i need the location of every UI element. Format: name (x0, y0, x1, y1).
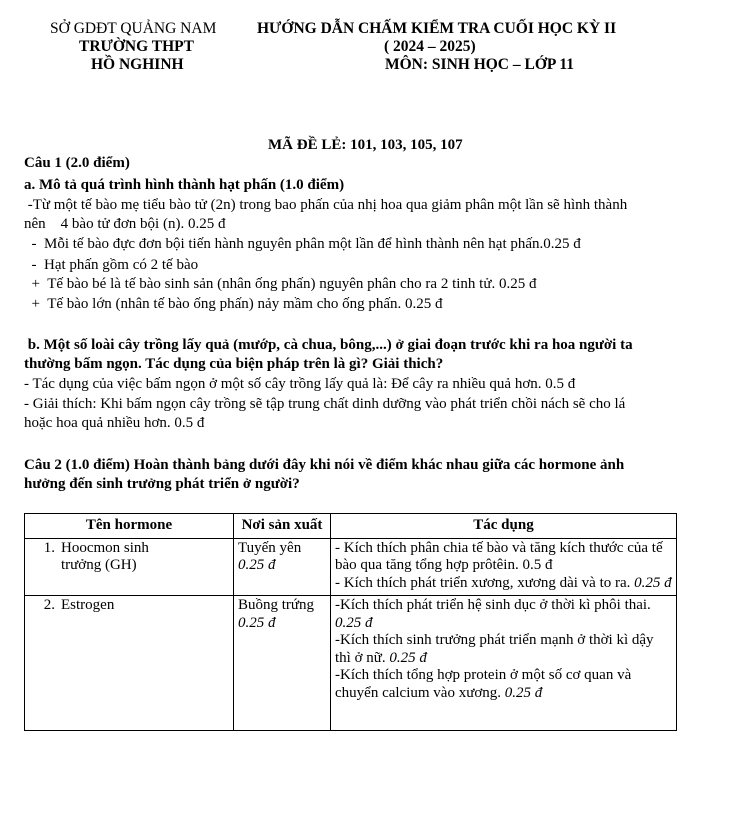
effect-item: - Kích thích phát triển xương, xương dài và to ra. 0.25 đ (335, 574, 672, 591)
effect-item: -Kích thích tổng hợp protein ở một số cơ quan và chuyển calcium vào xương. 0.25 đ (335, 667, 632, 701)
doc-title: HƯỚNG DẪN CHẤM KIỂM TRA CUỐI HỌC KỲ II (257, 20, 617, 37)
table-header-row (25, 514, 677, 539)
place-score: 0.25 đ (238, 614, 276, 631)
row-number: 1. (43, 539, 55, 556)
place-cell (234, 596, 331, 731)
effect-item: - Kích thích phân chia tế bào và tăng kích thước của tế bào qua tăng tổng hợp prôtêin. 0.5 đ (335, 539, 663, 573)
school-name: TRƯỜNG THPT (79, 38, 194, 55)
effect-cell (331, 596, 677, 731)
table-row (25, 538, 677, 596)
table-row (25, 596, 677, 731)
hormone-table (24, 513, 677, 731)
q1-title: Câu 1 (2.0 điểm) (24, 155, 130, 171)
q1a-title: a. Mô tả quá trình hình thành hạt phấn (1.0 điểm) (24, 177, 345, 193)
hormone-name-cell (25, 596, 234, 731)
place-name: Buồng trứng (238, 597, 315, 613)
place-cell (234, 538, 331, 596)
q1a-line: + Tế bào bé là tế bào sinh sản (nhân ống phấn) nguyên phân cho ra 2 tinh tử. 0.25 đ (24, 276, 537, 292)
dept-name: SỞ GDĐT QUẢNG NAM (50, 20, 217, 37)
subject-line: MÔN: SINH HỌC – LỚP 11 (385, 56, 575, 73)
school-year: ( 2024 – 2025) (384, 38, 476, 55)
school-name-2: HỒ NGHINH (91, 56, 184, 73)
hormone-name-cell (25, 538, 234, 596)
q1b-line: hoặc hoa quả nhiều hơn. 0.5 đ (24, 415, 205, 431)
q2-title: Câu 2 (1.0 điểm) Hoàn thành bảng dưới đây khi nói về điểm khác nhau giữa các hormone ảnh (24, 457, 625, 473)
place-name: Tuyến yên (238, 539, 302, 556)
header-effect: Tác dụng (331, 514, 677, 539)
place-score: 0.25 đ (238, 557, 276, 573)
effect-cell (331, 538, 677, 596)
effect-item: -Kích thích sinh trưởng phát triển mạnh ở thời kì dậy thì ở nữ. 0.25 đ (335, 632, 654, 666)
q1a-line: - Mỗi tế bào đực đơn bội tiến hành nguyên phân một lần để hình thành nên hạt phấn.0.25 đ (24, 236, 581, 252)
hormone-name: Estrogen (61, 597, 115, 613)
q1b-line: - Tác dụng của việc bấm ngọn ở một số cây trồng lấy quả là: Để cây ra nhiều quả hơn. 0.5 đ (24, 376, 576, 392)
effect-item: -Kích thích phát triển hệ sinh dục ở thời kì phôi thai. 0.25 đ (335, 597, 651, 631)
header-place: Nơi sản xuất (234, 514, 331, 539)
q1a-line: nên 4 bào tử đơn bội (n). 0.25 đ (24, 216, 226, 232)
q1b-line: - Giải thích: Khi bấm ngọn cây trồng sẽ tập trung chất dinh dưỡng vào phát triển chồi nách sẽ cho lá (24, 396, 626, 412)
header-hormone: Tên hormone (25, 514, 234, 539)
exam-code: MÃ ĐỀ LẺ: 101, 103, 105, 107 (268, 137, 463, 153)
q1b-title: b. Một số loài cây trồng lấy quả (mướp, cà chua, bông,...) ở giai đoạn trước khi ra hoa người ta (24, 337, 633, 353)
q2-title-2: hưởng đến sinh trưởng phát triển ở người? (24, 476, 300, 492)
hormone-name-2: trưởng (GH) (61, 557, 137, 573)
hormone-name: Hoocmon sinh (61, 539, 149, 556)
q1a-line: -Từ một tế bào mẹ tiểu bào tử (2n) trong bao phấn của nhị hoa qua giảm phân một lần sẽ hình thành (24, 197, 628, 213)
q1a-line: + Tế bào lớn (nhân tế bào ống phấn) nảy mầm cho ống phấn. 0.25 đ (24, 296, 443, 312)
row-number: 2. (43, 597, 55, 613)
q1a-line: - Hạt phấn gồm có 2 tế bào (24, 257, 199, 273)
q1b-title-2: thường bấm ngọn. Tác dụng của biện pháp trên là gì? Giải thich? (24, 356, 444, 372)
